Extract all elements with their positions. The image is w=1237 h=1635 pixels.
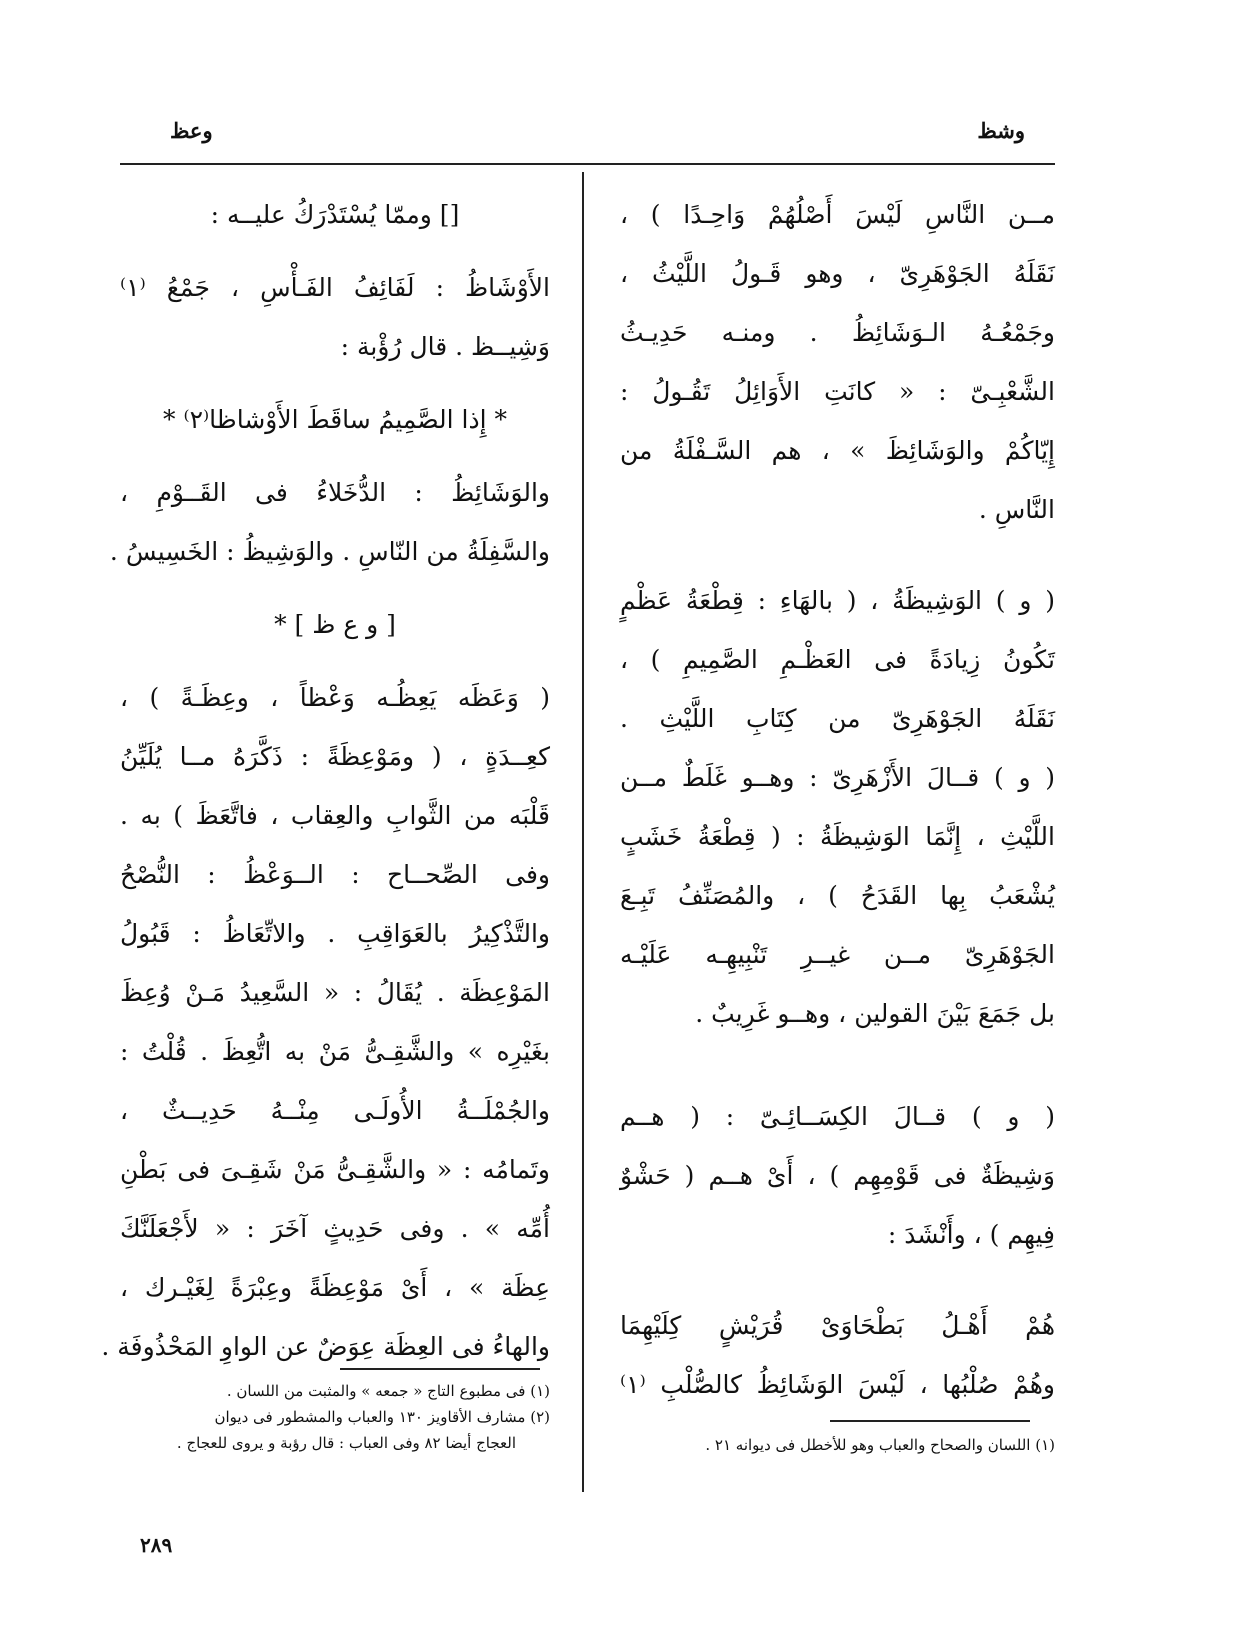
paragraph-gap (120, 449, 550, 463)
text-line: كعِــدَةٍ ، ( ومَوْعِظَةً : ذَكَّرَهُ مــا يُلَيِّنُ (120, 742, 550, 771)
text-line: أُمِّه » . وفى حَدِيثٍ آخَرَ : « لأَجْعَلَنَّكَ (120, 1214, 550, 1243)
verse-line: * إِذا الصَّمِيمُ ساقَطَ الأَوْشاظا⁽٢⁾ * (163, 405, 507, 434)
verse (620, 1296, 1055, 1414)
text-line: وَشِيــظ . قال رُؤْبة : (340, 332, 550, 361)
text-line: الأَوْشَاظُ : لَفَائِفُ الفَـأْسِ ، جَمْعُ ⁽١⁾ (120, 273, 550, 302)
page-number: ٢٨٩ (140, 1533, 173, 1557)
paragraph-gap (120, 244, 550, 258)
text-line: والسَّفِلَةُ من النّاسِ . والوَشِيظُ : الخَسِيسُ . (109, 537, 550, 566)
text-line: والوَشَائِظُ : الدُّخَلاءُ فى القَــوْمِ ، (120, 478, 550, 507)
text-line: وجَمْعُـهُ الـوَشَائِظُ . ومنـه حَدِيـثُ (620, 318, 1055, 347)
section-heading: [] وممّا يُسْتَدْرَكُ عليــه : (210, 200, 460, 229)
verse-line: وهُمْ صُلْبُها ، لَيْسَ الوَشَائِظُ كالصُّلْبِ ⁽١⁾ (620, 1370, 1055, 1399)
running-head-right: وشظ (977, 118, 1025, 143)
entry-heading: [ و ع ظ ] * (274, 610, 396, 639)
text-line: وفى الصِّحــاح : الــوَعْظُ : النُّصْحُ (120, 860, 550, 889)
footnote-continuation: العجاج أيضا ٨٢ وفى العباب : قال رؤبة و يروى للعجاج . (176, 1434, 516, 1452)
paragraph (620, 185, 1055, 539)
paragraph-gap (620, 539, 1055, 571)
footnote: (١) اللسان والصحاح والعباب وهو للأخطل فى ديوانه ٢١ . (705, 1436, 1055, 1454)
verse-line: هُمْ أَهْـلُ بَطْحَاوَىْ قُرَيْشٍ كِلَيْهِمَا (620, 1311, 1055, 1340)
text-line: تَكُونُ زِيادَةً فى العَظْـمِ الصَّمِيمِ ) ، (620, 645, 1055, 674)
text-line: والجُمْلَــةُ الأُولَـى مِنْــهُ حَدِيــثٌ ، (120, 1096, 550, 1125)
paragraph (620, 1087, 1055, 1264)
paragraph-gap (620, 1264, 1055, 1296)
footnotes-right (620, 1432, 1055, 1458)
paragraph (101, 668, 550, 1376)
text-line: قَلْبَه من الثَّوابِ والعِقاب ، فاتَّعَظَ ) به . (120, 801, 550, 830)
right-column (620, 185, 1055, 1414)
text-line: نَقَلَهُ الجَوْهَرِىّ من كِتَابِ اللَّيْثِ . (620, 704, 1055, 733)
text-line: ( و ) الوَشِيظَةُ ، ( بالهَاءِ : قِطْعَةُ عَظْمٍ (620, 586, 1055, 615)
running-head-left: وعظ (170, 118, 213, 143)
paragraph (120, 258, 550, 376)
paragraph (109, 463, 550, 581)
text-line: ( و ) قــالَ الأَزْهَرِىّ : وهــو غَلَطٌ مــن (620, 763, 1055, 792)
text-line: الشَّعْبِـىّ : « كانَتِ الأَوَائِلُ تَقُـولُ : (620, 377, 1055, 406)
left-column (101, 185, 550, 1376)
text-line: الجَوْهَرِىّ مــن غيــرِ تَنْبِيهِـه عَلَيْـه (620, 940, 1055, 969)
text-line: عِظَة » ، أَىْ مَوْعِظَةً وعِبْرَةً لِغَيْـرك ، (120, 1273, 550, 1302)
text-line: مــن النَّاسِ لَيْسَ أَصْلُهُمْ وَاحِـدًا ) ، (620, 200, 1055, 229)
text-line: النَّاسِ . (978, 495, 1055, 524)
text-line: اللَّيْثِ ، إِنَّمَا الوَشِيظَةُ : ( قِطْعَةُ خَشَبٍ (620, 822, 1055, 851)
text-line: بغَيْرِه » والشَّقِـىُّ مَنْ به اتُّعِظَ . قُلْتُ : (120, 1037, 550, 1066)
column-divider (582, 172, 584, 1492)
text-line: نَقَلَهُ الجَوْهَرِىّ ، وهو قَـولُ اللَّيْثُ ، (620, 259, 1055, 288)
text-line: ( و ) قــالَ الكِسَــائِـىّ : ( هــم (620, 1102, 1055, 1131)
header-rule (120, 163, 1055, 165)
footnote: (٢) مشارف الأقاويز ١٣٠ والعباب والمشطور فى ديوان (214, 1408, 550, 1426)
text-line: وَشِيظَةٌ فى قَوْمِهِم ) ، أَىْ هــم ( حَشْوٌ (620, 1161, 1055, 1190)
text-line: يُشْعَبُ بِها القَدَحُ ) ، والمُصَنِّفُ تَبِـعَ (620, 881, 1055, 910)
footnote-rule-left (340, 1368, 540, 1370)
paragraph (620, 571, 1055, 1043)
footnote: (١) فى مطبوع التاج « جمعه » والمثبت من اللسان . (226, 1382, 550, 1400)
text-line: المَوْعِظَة . يُقَالُ : « السَّعِيدُ مَـنْ وُعِظَ (120, 978, 550, 1007)
footnotes-left (120, 1378, 550, 1456)
text-line: إِيّاكُمْ والوَشَائِظَ » ، هم السَّـفْلَةُ من (620, 436, 1055, 465)
paragraph-gap (120, 376, 550, 390)
paragraph-gap (120, 581, 550, 595)
text-line: فِيهِم ) ، وأَنْشَدَ : (887, 1220, 1055, 1249)
text-line: ( وَعَظَه يَعِظُـه وَعْظاً ، وعِظَـةً ) ، (120, 683, 550, 712)
text-line: وتَمامُه : « والشَّقِـىُّ مَنْ شَقِـىَ فى بَطْنِ (120, 1155, 550, 1184)
paragraph-gap (620, 1043, 1055, 1087)
text-line: بل جَمَعَ بَيْنَ القولين ، وهــو غَرِيبٌ . (695, 999, 1055, 1028)
text-line: والهاءُ فى العِظَة عِوَضٌ عن الواوِ المَحْذُوفَة . (101, 1332, 550, 1361)
text-line: والتَّذْكِيرُ بالعَوَاقِبِ . والاتِّعَاظُ : قَبُولُ (120, 919, 550, 948)
footnote-rule-right (830, 1420, 1030, 1422)
paragraph-gap (120, 654, 550, 668)
